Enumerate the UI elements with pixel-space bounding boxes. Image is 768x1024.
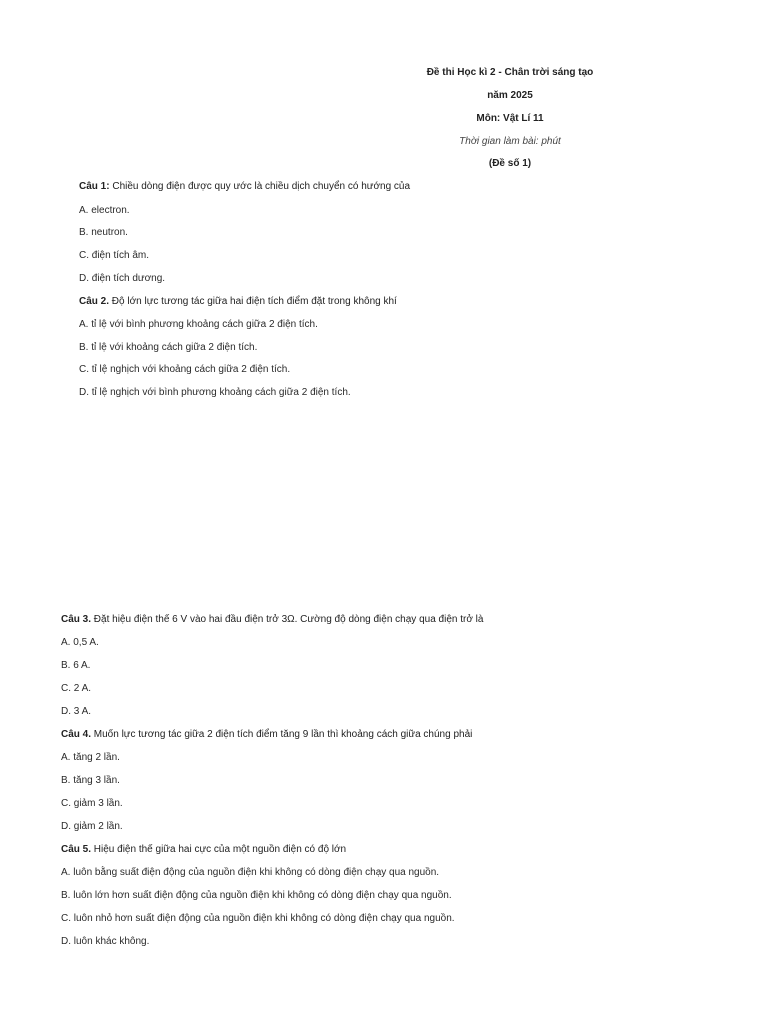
question-5-option-a: A. luôn bằng suất điện động của nguồn điện khi không có dòng điện chạy qua nguồn. [61,867,440,878]
exam-year: năm 2025 [487,90,533,101]
question-5-label: Câu 5. [61,844,92,855]
question-2-option-a: A. tỉ lệ với bình phương khoảng cách giữa 2 điện tích. [79,319,318,330]
question-2-stem [79,296,397,308]
question-3-stem [61,614,483,626]
question-1-option-d: D. điện tích dương. [79,273,166,284]
question-4-option-a: A. tăng 2 lần. [61,752,120,763]
question-2-text: Độ lớn lực tương tác giữa hai điện tích điểm đặt trong không khí [109,296,397,307]
question-5-text: Hiệu điện thế giữa hai cực của một nguồn điện có độ lớn [91,844,347,855]
question-3-label: Câu 3. [61,614,92,625]
exam-code: (Đề số 1) [488,158,532,169]
question-2 [79,296,397,308]
question-4-label: Câu 4. [61,729,92,740]
exam-title: Đề thi Học kì 2 - Chân trời sáng tạo [426,67,594,78]
question-1-text: Chiều dòng điện được quy ước là chiều dịch chuyển có hướng của [109,181,411,192]
question-1-option-b: B. neutron. [79,227,128,238]
question-1-label: Câu 1: [79,181,110,192]
question-2-label: Câu 2. [79,296,110,307]
question-3-option-a: A. 0,5 A. [61,637,99,648]
question-5-stem [61,844,346,856]
question-1-option-a: A. electron. [79,205,130,216]
question-3-text: Đặt hiệu điện thế 6 V vào hai đầu điện trở 3Ω. Cường độ dòng điện chạy qua điện trở là [91,614,484,625]
question-5 [61,844,346,856]
question-3 [61,614,483,626]
question-4-text: Muốn lực tương tác giữa 2 điện tích điểm tăng 9 lần thì khoảng cách giữa chúng phải [91,729,473,740]
question-2-option-c: C. tỉ lệ nghịch với khoảng cách giữa 2 điện tích. [79,364,291,375]
question-5-option-b: B. luôn lớn hơn suất điện động của nguồn điện khi không có dòng điện chạy qua nguồn. [61,890,452,901]
exam-subject: Môn: Vật Lí 11 [476,113,544,124]
question-4-option-c: C. giảm 3 lần. [61,798,123,809]
question-2-option-d: D. tỉ lệ nghịch với bình phương khoảng cách giữa 2 điện tích. [79,387,351,398]
question-4-option-b: B. tăng 3 lần. [61,775,120,786]
exam-time: Thời gian làm bài: phút [459,136,561,147]
question-1-option-c: C. điện tích âm. [79,250,150,261]
question-3-option-d: D. 3 A. [61,706,92,717]
question-3-option-b: B. 6 A. [61,660,91,671]
question-1 [79,181,410,193]
question-1-stem [79,181,410,193]
question-4 [61,729,472,741]
question-5-option-c: C. luôn nhỏ hơn suất điện động của nguồn điện khi không có dòng điện chạy qua nguồn. [61,913,455,924]
question-2-option-b: B. tỉ lệ với khoảng cách giữa 2 điện tích. [79,342,258,353]
question-5-option-d: D. luôn khác không. [61,936,150,947]
question-4-option-d: D. giảm 2 lần. [61,821,123,832]
question-4-stem [61,729,472,741]
question-3-option-c: C. 2 A. [61,683,92,694]
